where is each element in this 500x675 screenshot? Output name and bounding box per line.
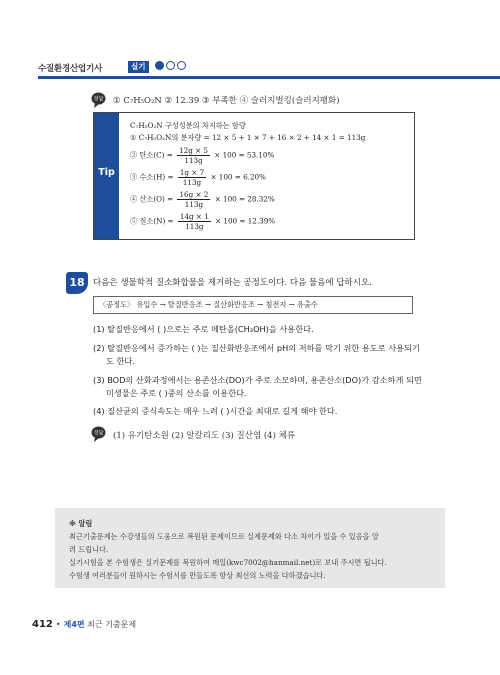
oxygen-prefix: ④ 산소(O) = bbox=[130, 194, 174, 204]
oxygen-result: × 100 = 28.32% bbox=[214, 194, 275, 204]
hydrogen-prefix: ③ 수소(H) = bbox=[130, 172, 174, 182]
carbon-denominator: 113g bbox=[184, 156, 203, 165]
oxygen-numerator: 16g × 2 bbox=[179, 190, 209, 199]
header-rule bbox=[38, 76, 500, 79]
nitrogen-fraction bbox=[178, 212, 211, 231]
notice-box bbox=[55, 508, 445, 588]
sub-question-2-cont: 도 한다. bbox=[106, 356, 135, 366]
sub-question-4: (4) 질산균의 증식속도는 매우 느려 ( )시간을 최대로 길게 해야 한다. bbox=[93, 406, 338, 416]
notice-title: ※ 알림 bbox=[69, 519, 93, 528]
notice-line: 최근기출문제는 수강생들의 도움으로 복원된 문제이므로 실제문제와 다소 차이가 있을 수 있음을 알 bbox=[69, 532, 379, 541]
sub-question-1: (1) 탈질반응에서 ( )으로는 주로 메탄올(CH₃OH)을 사용한다. bbox=[93, 324, 314, 334]
sub-question-3: (3) BOD의 산화과정에서는 용존산소(DO)가 주로 소모하며, 용존산소(DO)가 감소하게 되면 bbox=[93, 375, 422, 385]
hydrogen-numerator: 1g × 7 bbox=[179, 168, 205, 177]
tip-label: Tip bbox=[98, 167, 115, 178]
hydrogen-fraction bbox=[178, 168, 206, 187]
tip-oxygen-line bbox=[130, 190, 275, 209]
notice-line: 실기시험을 본 수험생은 실기문제를 복원하여 메일(kwc7002@hanmail.net)로 보내 주시면 됩니다. bbox=[69, 558, 387, 567]
tip-hydrogen-line bbox=[130, 168, 266, 187]
circle-icon bbox=[177, 61, 186, 70]
sub-question-3-cont: 미생물은 주로 ( )중의 산소를 이용한다. bbox=[106, 388, 247, 398]
oxygen-fraction bbox=[177, 190, 210, 209]
bullet-icon: • bbox=[55, 620, 61, 629]
answer-text: (1) 유기탄소원 (2) 알칼리도 (3) 질산염 (4) 체류 bbox=[113, 431, 296, 441]
hydrogen-result: × 100 = 6.20% bbox=[210, 172, 266, 182]
nitrogen-result: × 100 = 12.39% bbox=[215, 216, 276, 226]
carbon-result: × 100 = 53.10% bbox=[214, 150, 275, 160]
running-header bbox=[38, 56, 500, 80]
notice-line: 수험생 여러분들이 원하시는 수험서를 만들도록 항상 최선의 노력을 다하겠습니다. bbox=[69, 571, 326, 580]
sub-question-2: (2) 탈질반응에서 증가하는 ( )는 질산화반응조에서 pH의 저하를 막기 위한 용도로 사용되기 bbox=[93, 343, 420, 353]
part-label: 제4편 bbox=[63, 620, 85, 629]
page-number: 412 bbox=[32, 619, 53, 630]
nitrogen-denominator: 113g bbox=[185, 222, 204, 231]
tip-heading: C₇H₅O₂N 구성성분의 차지하는 함량 bbox=[130, 121, 246, 130]
carbon-fraction bbox=[177, 146, 210, 165]
carbon-numerator: 12g × 5 bbox=[179, 146, 208, 155]
book-title: 수질환경산업기사 bbox=[38, 64, 103, 74]
answer-icon bbox=[91, 426, 106, 443]
answer-text: ① C₇H₅O₂N ② 12.39 ③ 부족한 ④ 슬러지벌킹(슬러지팽화) bbox=[113, 96, 340, 106]
tip-nitrogen-line bbox=[130, 212, 275, 231]
svg-text:정답: 정답 bbox=[93, 96, 104, 103]
hydrogen-denominator: 113g bbox=[182, 178, 202, 187]
section-badge: 실기 bbox=[128, 61, 149, 73]
question-number: 18 bbox=[66, 272, 88, 294]
question-text: 다음은 생물학적 질소화합물을 제거하는 공정도이다. 다음 물음에 답하시오. bbox=[93, 278, 372, 288]
circle-icon bbox=[166, 61, 175, 70]
nitrogen-numerator: 14g × 1 bbox=[179, 212, 209, 221]
circle-icon bbox=[155, 61, 164, 70]
chapter-title: 최근 기출문제 bbox=[87, 620, 137, 629]
tip-molecular-weight: ① C₇H₅O₂N의 분자량 = 12 × 5 + 1 × 7 + 16 × 2 + 14 × 1 = 113g bbox=[130, 133, 366, 142]
notice-line: 려 드립니다. bbox=[69, 545, 109, 554]
tip-carbon-line bbox=[130, 146, 274, 165]
decorative-circles bbox=[155, 61, 188, 72]
carbon-prefix: ② 탄소(C) = bbox=[130, 150, 173, 160]
oxygen-denominator: 113g bbox=[184, 200, 204, 209]
svg-text:정답: 정답 bbox=[93, 430, 104, 437]
tip-box bbox=[93, 112, 415, 240]
page-footer bbox=[32, 619, 136, 630]
process-diagram: 〈공정도〉 유입수 → 탈질반응조 → 질산화반응조 → 침전지 → 유출수 bbox=[93, 296, 413, 314]
nitrogen-prefix: ⑤ 질소(N) = bbox=[130, 216, 174, 226]
answer-icon bbox=[91, 92, 106, 109]
